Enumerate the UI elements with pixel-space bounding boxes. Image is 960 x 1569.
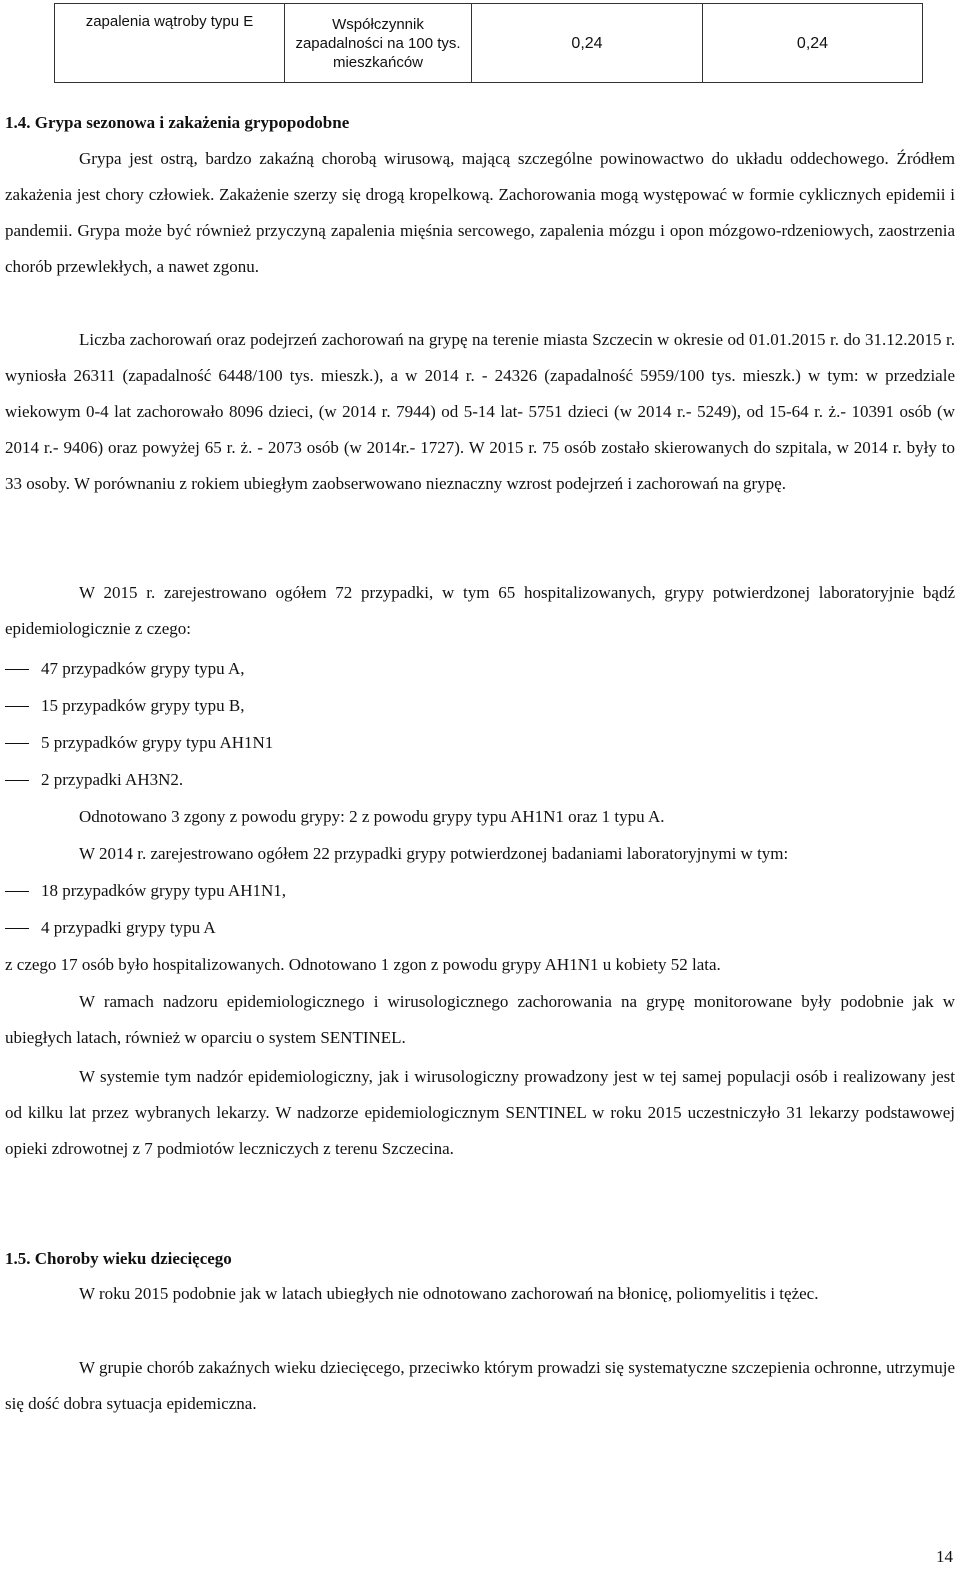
table-cell-value-2 — [703, 4, 923, 83]
section-heading-1-4: 1.4. Grypa sezonowa i zakażenia grypopodobne — [5, 113, 350, 132]
metric-line-3: mieszkańców — [332, 53, 424, 71]
list-item — [5, 733, 273, 753]
page-number: 14 — [936, 1547, 953, 1566]
metric-line-2: zapadalności na 100 tys. — [295, 34, 461, 52]
list-item — [5, 659, 245, 679]
list-item — [5, 881, 286, 901]
paragraph-2015-cases: W 2015 r. zarejestrowano ogółem 72 przypadki, w tym 65 hospitalizowanych, grypy potwierdzonej laboratoryjnie bądź epidemiologicznie z czego: — [5, 583, 955, 638]
paragraph-2014-cases: W 2014 r. zarejestrowano ogółem 22 przypadki grypy potwierdzonej badaniami laboratoryjnymi w tym: — [79, 844, 789, 863]
dash-icon — [5, 780, 29, 781]
list-item — [5, 770, 183, 790]
dash-icon — [5, 743, 29, 744]
list-item-text: 5 przypadków grypy typu AH1N1 — [41, 733, 274, 752]
table-cell-disease: zapalenia wątroby typu E — [55, 4, 285, 83]
paragraph-childhood-1: W roku 2015 podobnie jak w latach ubiegłych nie odnotowano zachorowań na błonicę, poliomyelitis i tężec. — [79, 1284, 819, 1303]
paragraph-childhood-2: W grupie chorób zakaźnych wieku dziecięcego, przeciwko którym prowadzi się systematyczne szczepienia ochronne, utrzymuje się dość dobra sytuacja epidemiczna. — [5, 1358, 955, 1413]
dash-icon — [5, 891, 29, 892]
table-row — [55, 4, 923, 83]
metric-line-1: Współczynnik — [332, 15, 424, 33]
dash-icon — [5, 669, 29, 670]
deaths-2015: Odnotowano 3 zgony z powodu grypy: 2 z powodu grypy typu AH1N1 oraz 1 typu A. — [79, 807, 665, 826]
list-item-text: 18 przypadków grypy typu AH1N1, — [41, 881, 287, 900]
list-item-text: 2 przypadki AH3N2. — [41, 770, 184, 789]
dash-icon — [5, 706, 29, 707]
paragraph-surveillance: W ramach nadzoru epidemiologicznego i wirusologicznego zachorowania na grypę monitorowane były podobnie jak w ubiegłych latach, również w oparciu o system SENTINEL. — [5, 992, 955, 1047]
paragraph-grypa-stats: Liczba zachorowań oraz podejrzeń zachorowań na grypę na terenie miasta Szczecin w okresie od 01.01.2015 r. do 31.12.2015 r. wyniosła 26311 (zapadalność 6448/100 tys. mieszk.), a w 2014 r. - 24326 (zapadalność 5959/100 tys. mieszk.) w tym: w przedziale wiekowym 0-4 lat zachorowało 8096 dzieci, (w 2014 r. 7944) od 5-14 lat- 5751 dzieci (w 2014 r.- 5249), od 15-64 r. ż.- 10391 osób (w 2014 r.- 9406) oraz powyżej 65 r. ż. - 2073 osób (w 2014r.- 1727). W 2015 r. 75 osób zostało skierowanych do szpitala, w 2014 r. były to 33 osoby. W porównaniu z rokiem ubiegłym zaobserwowano nieznaczny wzrost podejrzeń i zachorowań na grypę. — [5, 330, 955, 493]
list-item-text: 4 przypadki grypy typu A — [41, 918, 216, 937]
section-heading-1-5: 1.5. Choroby wieku dziecięcego — [5, 1249, 232, 1268]
value-1: 0,24 — [571, 34, 603, 52]
incidence-table — [54, 3, 923, 83]
value-2: 0,24 — [796, 34, 829, 52]
list-item-text: 15 przypadków grypy typu B, — [41, 696, 245, 715]
list-item — [5, 918, 216, 938]
paragraph-grypa-intro: Grypa jest ostrą, bardzo zakaźną chorobą wirusową, mającą szczególne powinowactwo do układu oddechowego. Źródłem zakażenia jest chory człowiek. Zakażenie szerzy się drogą kropelkową. Zachorowania mogą występować w formie cyklicznych epidemii i pandemii. Grypa może być również przyczyną zapalenia mięśnia sercowego, zapalenia mózgu i opon mózgowo-rdzeniowych, zaostrzenia chorób przewlekłych, a nawet zgonu. — [5, 149, 955, 276]
table-cell-metric — [285, 4, 472, 83]
table-cell-value-1 — [472, 4, 703, 83]
paragraph-sentinel: W systemie tym nadzór epidemiologiczny, jak i wirusologiczny prowadzony jest w tej samej populacji osób i realizowany jest od kilku lat przez wybranych lekarzy. W nadzorze epidemiologicznym SENTINEL w roku 2015 uczestniczyło 31 lekarzy podstawowej opieki zdrowotnej z 7 podmiotów leczniczych z terenu Szczecina. — [5, 1067, 955, 1158]
list-item — [5, 696, 245, 716]
list-item-text: 47 przypadków grypy typu A, — [41, 659, 245, 678]
hospitalized-2014: z czego 17 osób było hospitalizowanych. Odnotowano 1 zgon z powodu grypy AH1N1 u kobiety 52 lata. — [5, 955, 721, 974]
dash-icon — [5, 928, 29, 929]
